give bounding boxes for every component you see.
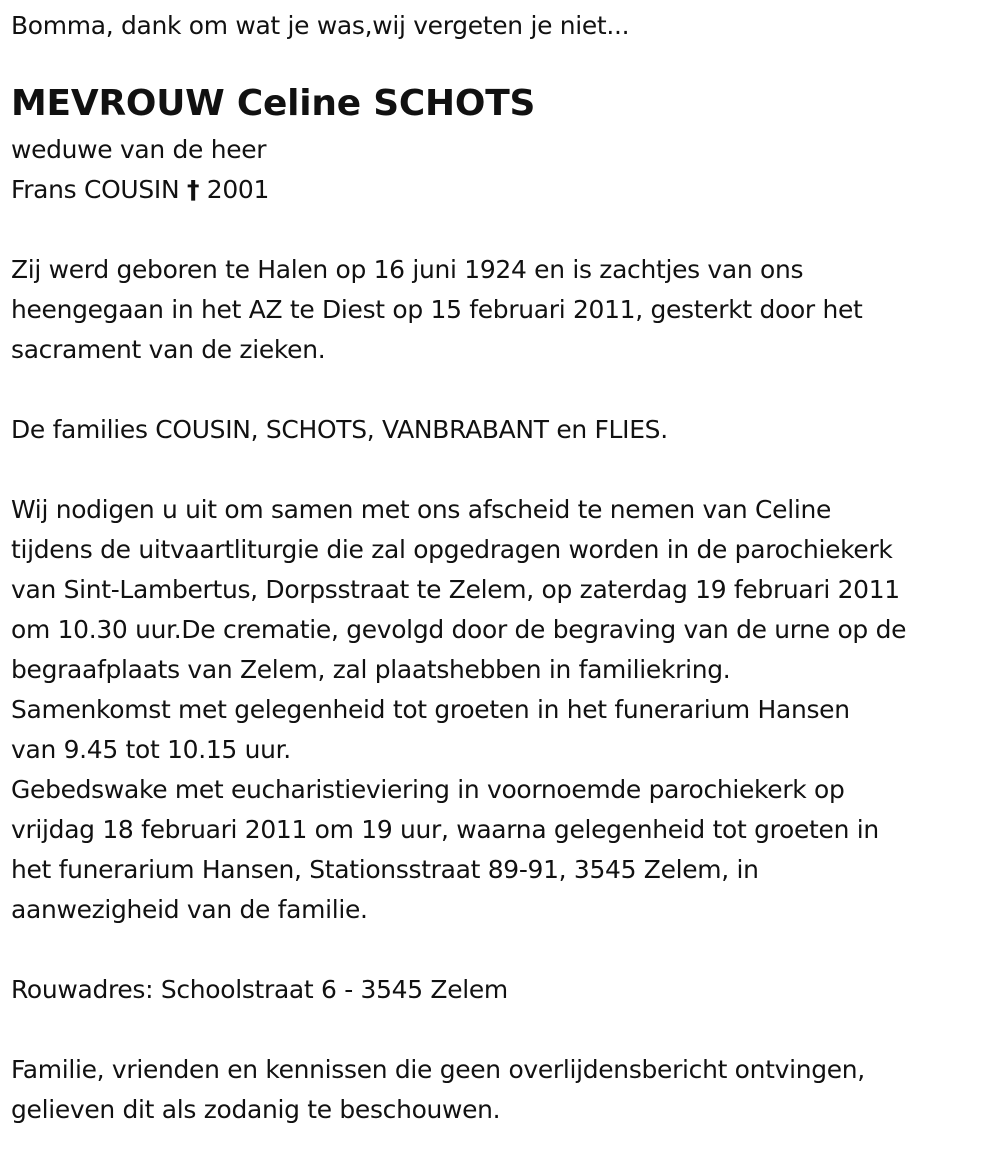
closing-paragraph <box>11 1050 991 1130</box>
paragraph-line: aanwezigheid van de familie. <box>11 895 368 924</box>
intro-text: Bomma, dank om wat je was,wij vergeten je niet... <box>11 11 630 40</box>
families-line: De families COUSIN, SCHOTS, VANBRABANT en FLIES. <box>11 415 668 444</box>
paragraph-line: Zij werd geboren te Halen op 16 juni 1924 en is zachtjes van ons <box>11 255 804 284</box>
paragraph-line: Gebedswake met eucharistieviering in voornoemde parochiekerk op <box>11 775 845 804</box>
paragraph-line: Familie, vrienden en kennissen die geen overlijdensbericht ontvingen, <box>11 1055 865 1084</box>
paragraph-line: van Sint-Lambertus, Dorpsstraat te Zelem, op zaterdag 19 februari 2011 <box>11 575 900 604</box>
paragraph-line: begraafplaats van Zelem, zal plaatshebben in familiekring. <box>11 655 731 684</box>
invitation-paragraph <box>11 490 991 930</box>
mourning-address: Rouwadres: Schoolstraat 6 - 3545 Zelem <box>11 975 508 1004</box>
paragraph-line: het funerarium Hansen, Stationsstraat 89-91, 3545 Zelem, in <box>11 855 759 884</box>
spacer <box>11 370 991 410</box>
spouse-line: weduwe van de heer <box>11 135 267 164</box>
obituary-notice <box>11 6 991 1130</box>
paragraph-line: om 10.30 uur.De crematie, gevolgd door de begraving van de urne op de <box>11 615 907 644</box>
spacer <box>11 450 991 490</box>
paragraph-line: tijdens de uitvaartliturgie die zal opgedragen worden in de parochiekerk <box>11 535 893 564</box>
spacer <box>11 1010 991 1050</box>
paragraph-line: sacrament van de zieken. <box>11 335 326 364</box>
paragraph-line: Samenkomst met gelegenheid tot groeten in het funerarium Hansen <box>11 695 850 724</box>
birth-paragraph <box>11 250 991 370</box>
paragraph-line: gelieven dit als zodanig te beschouwen. <box>11 1095 501 1124</box>
paragraph-line: vrijdag 18 februari 2011 om 19 uur, waarna gelegenheid tot groeten in <box>11 815 879 844</box>
paragraph-line: Wij nodigen u uit om samen met ons afscheid te nemen van Celine <box>11 495 832 524</box>
spouse-name-line <box>11 170 991 210</box>
spacer <box>11 210 991 250</box>
cross-icon: † <box>186 175 200 204</box>
spouse-name: Frans COUSIN <box>11 175 180 204</box>
spouse-death-year: 2001 <box>206 175 270 204</box>
deceased-name: MEVROUW Celine SCHOTS <box>11 83 536 124</box>
paragraph-line: van 9.45 tot 10.15 uur. <box>11 735 291 764</box>
paragraph-line: heengegaan in het AZ te Diest op 15 februari 2011, gesterkt door het <box>11 295 863 324</box>
spacer <box>11 930 991 970</box>
